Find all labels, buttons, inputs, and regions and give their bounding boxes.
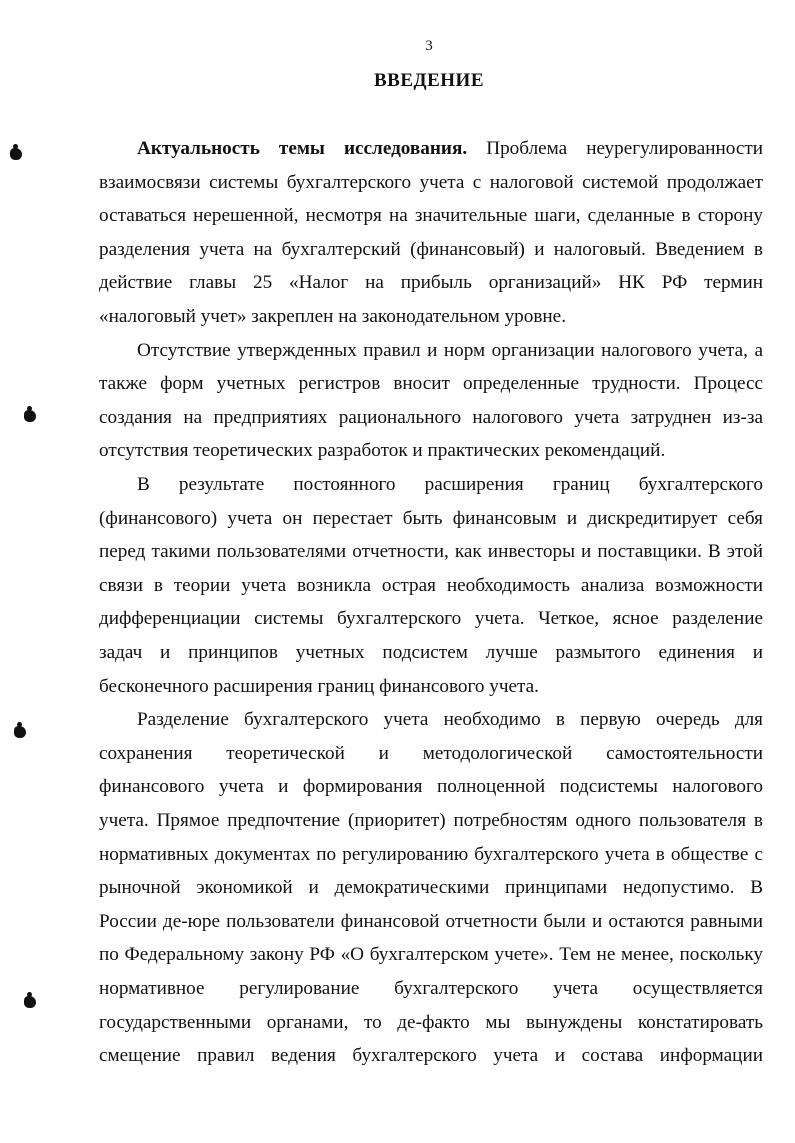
text-line: рыночной экономикой и демократическими принципами недопустимо. В <box>99 877 763 898</box>
text-line: связи в теории учета возникла острая необходимость анализа возможности <box>99 575 763 596</box>
page-number: 3 <box>425 38 433 54</box>
text-line: действие главы 25 «Налог на прибыль организаций» НК РФ термин <box>99 272 763 293</box>
binding-hole-mark <box>10 148 22 160</box>
text-line: Отсутствие утвержденных правил и норм организации налогового учета, а <box>137 340 763 361</box>
text-line: по Федеральному закону РФ «О бухгалтерском учете». Тем не менее, поскольку <box>99 944 763 965</box>
text-line: также форм учетных регистров вносит определенные трудности. Процесс <box>99 373 763 394</box>
text-line: отсутствия теоретических разработок и практических рекомендаций. <box>99 440 666 461</box>
text-line: бесконечного расширения границ финансового учета. <box>99 676 539 697</box>
text-line: России де-юре пользователи финансовой отчетности были и остаются равными <box>99 911 763 932</box>
text-line: взаимосвязи системы бухгалтерского учета с налоговой системой продолжает <box>99 172 763 193</box>
text-line: (финансового) учета он перестает быть финансовым и дискредитирует себя <box>99 508 763 529</box>
section-title: ВВЕДЕНИЕ <box>374 70 484 91</box>
text-line: Актуальность темы исследования. Проблема неурегулированности <box>137 138 764 159</box>
text-line: «налоговый учет» закреплен на законодательном уровне. <box>99 306 567 327</box>
text-line: нормативное регулирование бухгалтерского учета осуществляется <box>99 978 763 999</box>
text-line: дифференциации системы бухгалтерского учета. Четкое, ясное разделение <box>99 608 763 629</box>
text-line: разделения учета на бухгалтерский (финансовый) и налоговый. Введением в <box>99 239 763 260</box>
text-line: смещение правил ведения бухгалтерского учета и состава информации <box>99 1045 763 1066</box>
text-line: Разделение бухгалтерского учета необходимо в первую очередь для <box>137 709 763 730</box>
text-line: перед такими пользователями отчетности, как инвесторы и поставщики. В этой <box>99 541 763 562</box>
text-line: создания на предприятиях рационального налогового учета затруднен из-за <box>99 407 763 428</box>
binding-hole-mark <box>24 996 36 1008</box>
text-line: нормативных документах по регулированию бухгалтерского учета в обществе с <box>99 844 763 865</box>
text-line: государственными органами, то де-факто мы вынуждены констатировать <box>99 1012 763 1033</box>
binding-hole-mark <box>24 410 36 422</box>
text-line: оставаться нерешенной, несмотря на значительные шаги, сделанные в сторону <box>99 205 763 226</box>
binding-hole-mark <box>14 726 26 738</box>
lead-phrase: Актуальность темы исследования. <box>137 138 468 159</box>
text-line: В результате постоянного расширения границ бухгалтерского <box>137 474 763 495</box>
text-line: задач и принципов учетных подсистем лучше размытого единения и <box>99 642 763 663</box>
text-line: финансового учета и формирования полноценной подсистемы налогового <box>99 776 763 797</box>
text-line: учета. Прямое предпочтение (приоритет) потребностям одного пользователя в <box>99 810 763 831</box>
text-line: сохранения теоретической и методологической самостоятельности <box>99 743 763 764</box>
